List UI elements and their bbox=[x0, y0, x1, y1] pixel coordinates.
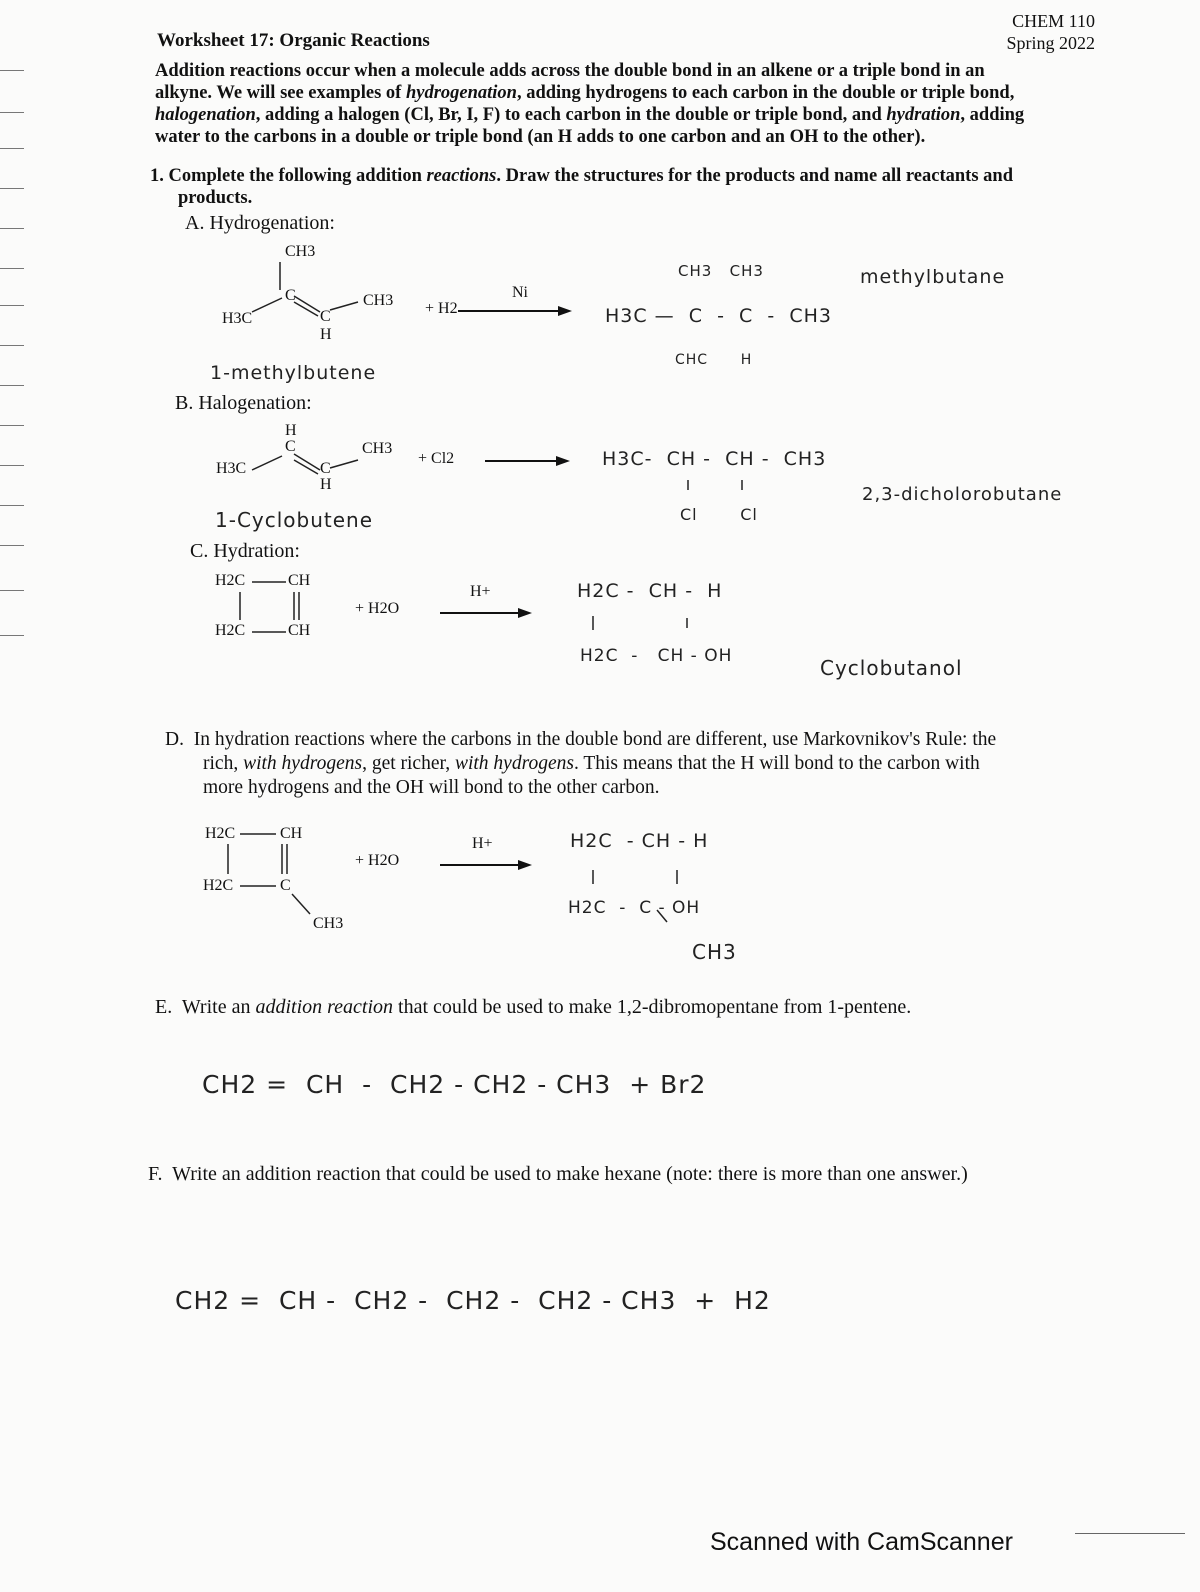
part-c-r3: H2C bbox=[215, 622, 246, 639]
part-a-reactant-name: 1-methylbutene bbox=[210, 362, 377, 384]
part-b-reagent: + Cl2 bbox=[418, 450, 455, 467]
part-d-r5: CH3 bbox=[313, 915, 344, 932]
part-d-r3: H2C bbox=[203, 877, 234, 894]
course-info bbox=[960, 10, 1095, 54]
part-a-ch3-right: CH3 bbox=[363, 292, 394, 309]
part-b-arrow bbox=[485, 460, 557, 462]
intro-line-2: alkyne. We will see examples of hydrogenation, adding hydrogens to each carbon in the double or triple bond, bbox=[155, 83, 1015, 103]
part-c-product-line-2: H2C - CH - OH bbox=[580, 646, 733, 666]
part-a-label: A. Hydrogenation: bbox=[185, 212, 335, 234]
part-d-arrow bbox=[440, 864, 520, 866]
part-c-product-bonds bbox=[585, 612, 705, 636]
part-b-c2: C bbox=[320, 460, 331, 477]
course-term: Spring 2022 bbox=[1006, 33, 1095, 53]
part-d-text bbox=[165, 728, 1125, 800]
part-c-arrowhead bbox=[518, 608, 532, 618]
part-a-reagent: + H2 bbox=[425, 300, 458, 317]
part-d-r4: C bbox=[280, 877, 291, 894]
part-d-line-2: rich, with hydrogens, get richer, with hydrogens. This means that the H will bond to the carbon with bbox=[203, 753, 980, 774]
part-e-text: E. Write an addition reaction that could be used to make 1,2-dibromopentane from 1-pentene. bbox=[155, 996, 912, 1018]
part-a-h3c: H3C bbox=[222, 310, 253, 327]
footer-rule bbox=[1075, 1533, 1185, 1534]
part-a-catalyst: Ni bbox=[512, 284, 528, 301]
part-c-r4: CH bbox=[288, 622, 311, 639]
part-d-ring-bonds bbox=[200, 822, 330, 922]
part-c-arrow bbox=[440, 612, 520, 614]
bond-line bbox=[330, 302, 358, 310]
part-b-product-name: 2,3-dicholorobutane bbox=[862, 484, 1063, 505]
part-a-product-line-2: H3C — C - C - CH3 bbox=[605, 305, 832, 327]
bond-line bbox=[330, 460, 358, 468]
part-d-catalyst: H+ bbox=[472, 835, 493, 852]
part-a-h: H bbox=[320, 326, 332, 343]
part-b-product-line-2: Cl Cl bbox=[680, 505, 758, 524]
intro-line-3: halogenation, adding a halogen (Cl, Br, I, F) to each carbon in the double or triple bond, and hydration, adding bbox=[155, 105, 1025, 125]
part-d-product-bonds bbox=[585, 866, 705, 928]
part-b-reactant-name: 1-Cyclobutene bbox=[215, 508, 374, 532]
part-a-c2: C bbox=[320, 308, 331, 325]
part-d-line-3: more hydrogens and the OH will bond to the other carbon. bbox=[203, 777, 660, 798]
part-e-label: E. bbox=[155, 996, 173, 1018]
part-b-h-top: H bbox=[285, 422, 297, 439]
part-b-label: B. Halogenation: bbox=[175, 392, 312, 414]
part-b-product-line-1: H3C- CH - CH - CH3 bbox=[602, 448, 827, 470]
intro-line-4: water to the carbons in a double or triple bond (an H adds to one carbon and an OH to the other). bbox=[155, 127, 926, 147]
part-c-label: C. Hydration: bbox=[190, 540, 300, 562]
intro-paragraph bbox=[155, 60, 1105, 148]
part-c-ring-bonds bbox=[210, 570, 330, 640]
part-a-arrowhead bbox=[558, 306, 572, 316]
question-1-line-2: products. bbox=[178, 188, 253, 208]
part-d-line-1: D. In hydration reactions where the carbons in the double bond are different, use Markovnikov's Rule: the bbox=[165, 729, 997, 750]
part-a-product-line-3: CHC H bbox=[675, 352, 753, 368]
part-d-arrowhead bbox=[518, 860, 532, 870]
part-d-product-line-3: CH3 bbox=[692, 940, 737, 964]
intro-line-1: Addition reactions occur when a molecule adds across the double bond in an alkene or a triple bond in an bbox=[155, 61, 985, 81]
part-e-answer: CH2 = CH - CH2 - CH2 - CH3 + Br2 bbox=[202, 1070, 707, 1099]
question-1 bbox=[150, 165, 1100, 209]
part-d-r1: H2C bbox=[205, 825, 236, 842]
part-f-answer: CH2 = CH - CH2 - CH2 - CH2 - CH3 + H2 bbox=[175, 1286, 771, 1315]
part-f-text: F. Write an addition reaction that could be used to make hexane (note: there is more than one answer.) bbox=[148, 1163, 968, 1185]
part-b-ch3-right: CH3 bbox=[362, 440, 393, 457]
part-d-r2: CH bbox=[280, 825, 303, 842]
part-d-product-line-2: H2C - C - OH bbox=[568, 898, 701, 918]
worksheet-title: Worksheet 17: Organic Reactions bbox=[157, 30, 430, 51]
part-a-ch3-top: CH3 bbox=[285, 243, 316, 260]
part-c-catalyst: H+ bbox=[470, 583, 491, 600]
camscanner-watermark: Scanned with CamScanner bbox=[710, 1528, 1013, 1556]
part-b-product-bonds bbox=[680, 478, 760, 498]
part-c-product-name: Cyclobutanol bbox=[820, 656, 963, 680]
part-a-arrow bbox=[458, 310, 558, 312]
part-c-reagent: + H2O bbox=[355, 600, 400, 617]
part-b-c1: C bbox=[285, 438, 296, 455]
part-a-product-line-1: CH3 CH3 bbox=[678, 262, 764, 280]
bond-line bbox=[252, 456, 282, 470]
part-c-product-line-1: H2C - CH - H bbox=[577, 580, 723, 602]
part-c-r2: CH bbox=[288, 572, 311, 589]
part-c-r1: H2C bbox=[215, 572, 246, 589]
part-b-arrowhead bbox=[556, 456, 570, 466]
part-a-product-name: methylbutane bbox=[860, 266, 1006, 288]
bond-line bbox=[252, 298, 282, 312]
part-f-label: F. bbox=[148, 1163, 163, 1185]
course-code: CHEM 110 bbox=[1012, 11, 1095, 31]
part-d-reagent: + H2O bbox=[355, 852, 400, 869]
part-b-h: H bbox=[320, 476, 332, 493]
part-d-product-line-1: H2C - CH - H bbox=[570, 830, 709, 852]
part-b-h3c: H3C bbox=[216, 460, 247, 477]
question-1-line-1: 1. Complete the following addition reactions. Draw the structures for the products and name all reactants and bbox=[150, 166, 1013, 186]
part-a-c1: C bbox=[285, 287, 296, 304]
